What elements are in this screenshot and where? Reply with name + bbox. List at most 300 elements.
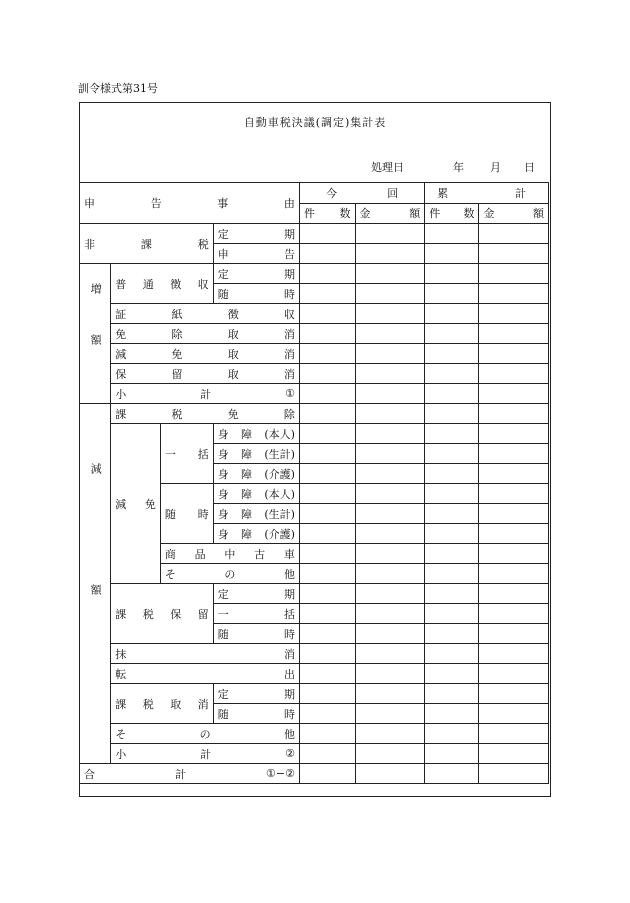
label-char: 期 bbox=[283, 267, 295, 281]
label-char: 出 bbox=[283, 667, 295, 681]
label-text bbox=[218, 266, 295, 282]
label-char: 申 bbox=[84, 197, 95, 210]
cell-count[interactable] bbox=[425, 624, 479, 644]
label-char: 通 bbox=[142, 277, 154, 291]
cell-amount[interactable] bbox=[355, 344, 425, 364]
cell-amount[interactable] bbox=[479, 304, 549, 324]
row-label-teiki bbox=[213, 584, 299, 604]
cell-amount[interactable] bbox=[355, 304, 425, 324]
date-month-label: 月 bbox=[490, 161, 501, 174]
label-char: 身 bbox=[217, 427, 229, 441]
label-char: 期 bbox=[283, 687, 295, 701]
row-label-shinshou-honnin bbox=[213, 424, 299, 444]
cell-amount[interactable] bbox=[355, 264, 425, 284]
row-label-ikkatsu bbox=[160, 424, 213, 484]
row-label-teiki bbox=[213, 684, 299, 704]
row-label-shoushi-choushuu bbox=[111, 304, 300, 324]
label-char: 括 bbox=[283, 607, 295, 621]
label-char: 定 bbox=[217, 587, 229, 601]
cell-count[interactable] bbox=[299, 244, 355, 264]
header-count-cumulative bbox=[425, 203, 479, 224]
label-text bbox=[218, 606, 295, 622]
label-char: 除 bbox=[171, 327, 183, 341]
label-char: 収 bbox=[283, 307, 295, 321]
label-char: 中 bbox=[224, 547, 236, 561]
label-char: 税 bbox=[142, 697, 154, 711]
form-number: 訓令様式第31号 bbox=[78, 82, 158, 95]
label-text bbox=[165, 546, 295, 562]
row-label-shinshou-seikei bbox=[213, 504, 299, 524]
cell-count[interactable] bbox=[299, 444, 355, 464]
cell-amount[interactable] bbox=[479, 284, 549, 304]
label-char: 消 bbox=[197, 697, 209, 711]
label-char: 定 bbox=[217, 267, 229, 281]
label-char: そ bbox=[115, 727, 127, 741]
row-label-genmen bbox=[111, 424, 161, 584]
cell-amount[interactable] bbox=[479, 664, 549, 684]
cell-amount[interactable] bbox=[355, 244, 425, 264]
label-char: (生計) bbox=[264, 447, 295, 461]
goukei-formula: ①−② bbox=[266, 767, 295, 780]
label-char: 期 bbox=[283, 227, 295, 241]
cell-count[interactable] bbox=[299, 584, 355, 604]
label-char: 免 bbox=[227, 407, 239, 421]
cell-count[interactable] bbox=[425, 544, 479, 564]
label-char: 金 bbox=[483, 207, 495, 221]
cell-count[interactable] bbox=[425, 644, 479, 664]
cell-count[interactable] bbox=[299, 364, 355, 384]
cell-amount[interactable] bbox=[355, 364, 425, 384]
cell-amount[interactable] bbox=[355, 464, 425, 484]
cell-count[interactable] bbox=[299, 684, 355, 704]
label-text bbox=[218, 626, 295, 642]
label-text: 減額 bbox=[89, 462, 103, 705]
label-char: 随 bbox=[217, 707, 229, 721]
header-current bbox=[299, 183, 424, 204]
cell-count[interactable] bbox=[299, 644, 355, 664]
row-label-shinshou-kaigo bbox=[213, 524, 299, 544]
label-char: 保 bbox=[115, 367, 127, 381]
cell-count[interactable] bbox=[299, 344, 355, 364]
cell-amount[interactable] bbox=[479, 344, 549, 364]
label-char: 古 bbox=[254, 547, 266, 561]
cell-amount[interactable] bbox=[479, 224, 549, 244]
row-label-futsuu-choushuu bbox=[111, 264, 213, 304]
label-char: (介護) bbox=[264, 527, 295, 541]
cell-count[interactable] bbox=[299, 264, 355, 284]
cell-amount[interactable] bbox=[479, 564, 549, 584]
cell-count[interactable] bbox=[299, 224, 355, 244]
header-reason-text bbox=[84, 195, 295, 211]
label-char: 事 bbox=[217, 197, 229, 210]
label-text bbox=[165, 506, 209, 522]
label-text bbox=[115, 346, 295, 362]
row-label-sonota bbox=[111, 724, 300, 744]
cell-amount[interactable] bbox=[479, 384, 549, 404]
row-label-horyuu-torikeshi bbox=[111, 364, 300, 384]
cell-amount[interactable] bbox=[355, 684, 425, 704]
label-char: 金 bbox=[359, 207, 371, 221]
label-char: 課 bbox=[115, 697, 127, 711]
label-char: 免 bbox=[144, 497, 156, 511]
summary-table bbox=[79, 182, 549, 784]
cell-amount[interactable] bbox=[479, 504, 549, 524]
cell-count[interactable] bbox=[425, 264, 479, 284]
row-label-genmen-torikeshi bbox=[111, 344, 300, 364]
header-reason bbox=[80, 183, 300, 224]
label-char: 紙 bbox=[171, 307, 183, 321]
cell-amount[interactable] bbox=[479, 244, 549, 264]
cell-count[interactable] bbox=[425, 404, 479, 424]
label-char: 時 bbox=[283, 707, 295, 721]
label-text bbox=[115, 366, 295, 382]
cell-count[interactable] bbox=[299, 704, 355, 724]
label-char: 税 bbox=[197, 237, 209, 251]
cell-count[interactable] bbox=[425, 604, 479, 624]
label-char: 障 bbox=[241, 487, 253, 501]
cell-count[interactable] bbox=[299, 324, 355, 344]
cell-amount[interactable] bbox=[355, 624, 425, 644]
table-row bbox=[80, 384, 549, 404]
row-label-kazei-horyuu bbox=[111, 584, 213, 644]
date-year-label: 年 bbox=[453, 161, 464, 174]
cell-amount[interactable] bbox=[479, 364, 549, 384]
label-char: 一 bbox=[217, 607, 229, 621]
label-char: 計 bbox=[515, 186, 526, 200]
label-char: 計 bbox=[200, 747, 212, 761]
label-char: (本人) bbox=[264, 427, 295, 441]
label-char: 品 bbox=[194, 547, 206, 561]
label-char: 時 bbox=[197, 507, 209, 521]
cell-amount[interactable] bbox=[355, 644, 425, 664]
label-char: 消 bbox=[283, 327, 295, 341]
cell-amount[interactable] bbox=[479, 464, 549, 484]
table-row bbox=[80, 584, 549, 604]
label-char: 時 bbox=[283, 627, 295, 641]
row-label-kazei-torikeshi bbox=[111, 684, 213, 724]
label-char: 税 bbox=[171, 407, 183, 421]
cell-amount[interactable] bbox=[479, 604, 549, 624]
cell-count[interactable] bbox=[299, 724, 355, 744]
label-char: ② bbox=[285, 747, 295, 760]
row-label-zuiji bbox=[160, 484, 213, 544]
cell-amount[interactable] bbox=[479, 684, 549, 704]
row-label-shinshou-honnin bbox=[213, 484, 299, 504]
label-char: 車 bbox=[283, 547, 295, 561]
cell-count[interactable] bbox=[299, 764, 355, 784]
label-text bbox=[115, 696, 208, 712]
label-char: 身 bbox=[217, 487, 229, 501]
cell-count[interactable] bbox=[425, 464, 479, 484]
label-char: 徴 bbox=[227, 307, 239, 321]
cell-amount[interactable] bbox=[479, 544, 549, 564]
row-label-zuiji bbox=[213, 704, 299, 724]
label-char: 消 bbox=[283, 647, 295, 661]
cell-amount[interactable] bbox=[479, 644, 549, 664]
label-char: 累 bbox=[437, 186, 449, 200]
header-amount-cumulative bbox=[479, 203, 549, 224]
table-row bbox=[80, 684, 549, 704]
label-char: 免 bbox=[115, 327, 127, 341]
row-label-shinshou-seikei bbox=[213, 444, 299, 464]
row-label-sonota bbox=[160, 564, 299, 584]
header-count-current bbox=[299, 203, 355, 224]
label-char: 証 bbox=[115, 307, 127, 321]
row-label-teiki bbox=[213, 264, 299, 284]
label-text bbox=[115, 666, 295, 682]
summary-form bbox=[79, 102, 551, 797]
cell-count[interactable] bbox=[299, 604, 355, 624]
cell-count[interactable] bbox=[425, 484, 479, 504]
cell-amount[interactable] bbox=[479, 264, 549, 284]
cell-amount[interactable] bbox=[479, 724, 549, 744]
row-label-massho bbox=[111, 644, 300, 664]
cell-count[interactable] bbox=[299, 284, 355, 304]
cell-amount[interactable] bbox=[355, 444, 425, 464]
cell-count[interactable] bbox=[299, 744, 355, 764]
label-text bbox=[115, 726, 295, 742]
header-count-text bbox=[429, 205, 478, 221]
label-text bbox=[115, 606, 208, 622]
header-count-text bbox=[304, 205, 355, 221]
label-text bbox=[218, 486, 295, 502]
label-char: 身 bbox=[217, 467, 229, 481]
table-row bbox=[80, 764, 549, 784]
cell-count[interactable] bbox=[425, 564, 479, 584]
label-char: 課 bbox=[115, 607, 127, 621]
cell-count[interactable] bbox=[425, 744, 479, 764]
cell-count[interactable] bbox=[425, 504, 479, 524]
label-char: 取 bbox=[227, 347, 239, 361]
cell-amount[interactable] bbox=[479, 744, 549, 764]
label-char: 消 bbox=[283, 347, 295, 361]
header-amount-text bbox=[483, 205, 544, 221]
cell-amount[interactable] bbox=[355, 764, 425, 784]
cell-count[interactable] bbox=[299, 404, 355, 424]
label-char: ① bbox=[285, 387, 295, 400]
label-char: 回 bbox=[387, 186, 399, 200]
label-char: (生計) bbox=[264, 507, 295, 521]
cell-count[interactable] bbox=[299, 664, 355, 684]
header-row-1 bbox=[80, 183, 549, 204]
label-char: 額 bbox=[409, 207, 421, 221]
row-label-shinshou-kaigo bbox=[213, 464, 299, 484]
cell-count[interactable] bbox=[299, 544, 355, 564]
cell-amount[interactable] bbox=[355, 404, 425, 424]
label-char: 抹 bbox=[115, 647, 127, 661]
label-text bbox=[218, 586, 295, 602]
cell-count[interactable] bbox=[425, 704, 479, 724]
label-text bbox=[218, 446, 295, 462]
header-cumulative bbox=[425, 183, 549, 204]
cell-amount[interactable] bbox=[355, 524, 425, 544]
cell-amount[interactable] bbox=[479, 704, 549, 724]
cell-count[interactable] bbox=[425, 384, 479, 404]
label-char: 除 bbox=[283, 407, 295, 421]
label-char: (本人) bbox=[264, 487, 295, 501]
cell-amount[interactable] bbox=[355, 504, 425, 524]
cell-amount[interactable] bbox=[355, 284, 425, 304]
label-char: 件 bbox=[429, 207, 441, 221]
label-char: 課 bbox=[140, 237, 152, 251]
label-char: 告 bbox=[283, 247, 295, 261]
cell-amount[interactable] bbox=[355, 724, 425, 744]
cell-count[interactable] bbox=[425, 584, 479, 604]
goukei-label-wrap bbox=[84, 766, 295, 782]
label-char: 留 bbox=[171, 367, 183, 381]
cell-amount[interactable] bbox=[355, 544, 425, 564]
label-char: 障 bbox=[241, 467, 253, 481]
cell-count[interactable] bbox=[425, 524, 479, 544]
label-text bbox=[165, 566, 295, 582]
label-char: 小 bbox=[115, 747, 127, 761]
label-text bbox=[218, 686, 295, 702]
cell-amount[interactable] bbox=[355, 384, 425, 404]
label-char: 障 bbox=[241, 507, 253, 521]
cell-count[interactable] bbox=[299, 564, 355, 584]
row-label-zuiji bbox=[213, 284, 299, 304]
cell-amount[interactable] bbox=[479, 524, 549, 544]
label-char: 身 bbox=[217, 447, 229, 461]
cell-count[interactable] bbox=[299, 484, 355, 504]
cell-amount[interactable] bbox=[479, 324, 549, 344]
table-row bbox=[80, 724, 549, 744]
row-label-tenshutsu bbox=[111, 664, 300, 684]
cell-amount[interactable] bbox=[479, 764, 549, 784]
label-char: 今 bbox=[325, 186, 337, 200]
label-char: 徴 bbox=[170, 277, 182, 291]
label-text bbox=[115, 386, 295, 402]
label-text bbox=[115, 496, 158, 512]
vertical-label bbox=[84, 264, 106, 403]
cell-count[interactable] bbox=[299, 504, 355, 524]
cell-amount[interactable] bbox=[479, 424, 549, 444]
label-char: 数 bbox=[463, 207, 475, 221]
table-row bbox=[80, 264, 549, 284]
cell-count[interactable] bbox=[425, 344, 479, 364]
row-label-hikazei bbox=[80, 224, 214, 264]
header-cumulative-text bbox=[429, 185, 544, 201]
label-text bbox=[115, 646, 295, 662]
cell-count[interactable] bbox=[425, 424, 479, 444]
cell-amount[interactable] bbox=[479, 444, 549, 464]
table-row bbox=[80, 324, 549, 344]
row-label-shouhin-chuukosha bbox=[160, 544, 299, 564]
label-char: 随 bbox=[217, 287, 229, 301]
cell-amount[interactable] bbox=[355, 224, 425, 244]
cell-count[interactable] bbox=[425, 444, 479, 464]
label-char: 数 bbox=[339, 207, 351, 221]
cell-count[interactable] bbox=[425, 764, 479, 784]
cell-count[interactable] bbox=[299, 524, 355, 544]
label-char: 普 bbox=[115, 277, 127, 291]
cell-count[interactable] bbox=[299, 384, 355, 404]
row-label-goukei bbox=[80, 764, 300, 784]
label-char: 額 bbox=[533, 207, 544, 221]
label-text bbox=[218, 466, 295, 482]
cell-amount[interactable] bbox=[479, 624, 549, 644]
label-text: 増額 bbox=[89, 282, 103, 385]
label-char: 申 bbox=[217, 247, 229, 261]
label-text bbox=[115, 406, 295, 422]
cell-amount[interactable] bbox=[479, 404, 549, 424]
label-char: 身 bbox=[217, 507, 229, 521]
label-char: 随 bbox=[164, 507, 176, 521]
row-label-zuiji bbox=[213, 624, 299, 644]
label-char: 定 bbox=[217, 227, 229, 241]
label-text bbox=[115, 306, 295, 322]
cell-amount[interactable] bbox=[355, 604, 425, 624]
label-char: 障 bbox=[241, 427, 253, 441]
cell-count[interactable] bbox=[425, 664, 479, 684]
label-char: 一 bbox=[164, 447, 176, 461]
cell-amount[interactable] bbox=[355, 744, 425, 764]
cell-amount[interactable] bbox=[355, 664, 425, 684]
label-text bbox=[115, 276, 208, 292]
label-text bbox=[218, 286, 295, 302]
table-row bbox=[80, 744, 549, 764]
label-char: (介護) bbox=[264, 467, 295, 481]
table-row bbox=[80, 664, 549, 684]
label-char: 非 bbox=[84, 237, 95, 251]
label-char: 随 bbox=[217, 627, 229, 641]
label-char: 取 bbox=[227, 367, 239, 381]
row-label-shoukei1 bbox=[111, 384, 300, 404]
label-text bbox=[115, 746, 295, 762]
cell-amount[interactable] bbox=[479, 584, 549, 604]
cell-count[interactable] bbox=[425, 364, 479, 384]
cell-amount[interactable] bbox=[479, 484, 549, 504]
cell-amount[interactable] bbox=[355, 564, 425, 584]
label-text bbox=[84, 236, 209, 252]
cell-count[interactable] bbox=[299, 424, 355, 444]
label-char: そ bbox=[164, 567, 176, 581]
cell-amount[interactable] bbox=[355, 324, 425, 344]
cell-count[interactable] bbox=[425, 224, 479, 244]
label-char: 消 bbox=[283, 367, 295, 381]
cell-count[interactable] bbox=[425, 324, 479, 344]
cell-amount[interactable] bbox=[355, 424, 425, 444]
cell-count[interactable] bbox=[299, 464, 355, 484]
label-char: の bbox=[199, 727, 211, 741]
cell-count[interactable] bbox=[425, 304, 479, 324]
cell-amount[interactable] bbox=[355, 704, 425, 724]
cell-count[interactable] bbox=[425, 724, 479, 744]
label-char: 由 bbox=[283, 197, 295, 210]
cell-amount[interactable] bbox=[355, 484, 425, 504]
cell-count[interactable] bbox=[425, 684, 479, 704]
label-char: 小 bbox=[115, 387, 127, 401]
table-row bbox=[80, 364, 549, 384]
label-char: 課 bbox=[115, 407, 127, 421]
group-label-zougaku bbox=[80, 264, 111, 404]
row-label-shoukei2 bbox=[111, 744, 300, 764]
label-char: 税 bbox=[142, 607, 154, 621]
header-amount-current bbox=[355, 203, 425, 224]
row-label-shinkoku bbox=[213, 244, 299, 264]
label-text bbox=[165, 446, 209, 462]
cell-amount[interactable] bbox=[355, 584, 425, 604]
cell-count[interactable] bbox=[299, 304, 355, 324]
cell-count[interactable] bbox=[299, 624, 355, 644]
label-char: 計 bbox=[200, 387, 212, 401]
cell-count[interactable] bbox=[425, 284, 479, 304]
label-char: 件 bbox=[303, 207, 315, 221]
label-text bbox=[218, 426, 295, 442]
row-label-teiki bbox=[213, 224, 299, 244]
cell-count[interactable] bbox=[425, 244, 479, 264]
form-title: 自動車税決議(調定)集計表 bbox=[243, 116, 387, 129]
